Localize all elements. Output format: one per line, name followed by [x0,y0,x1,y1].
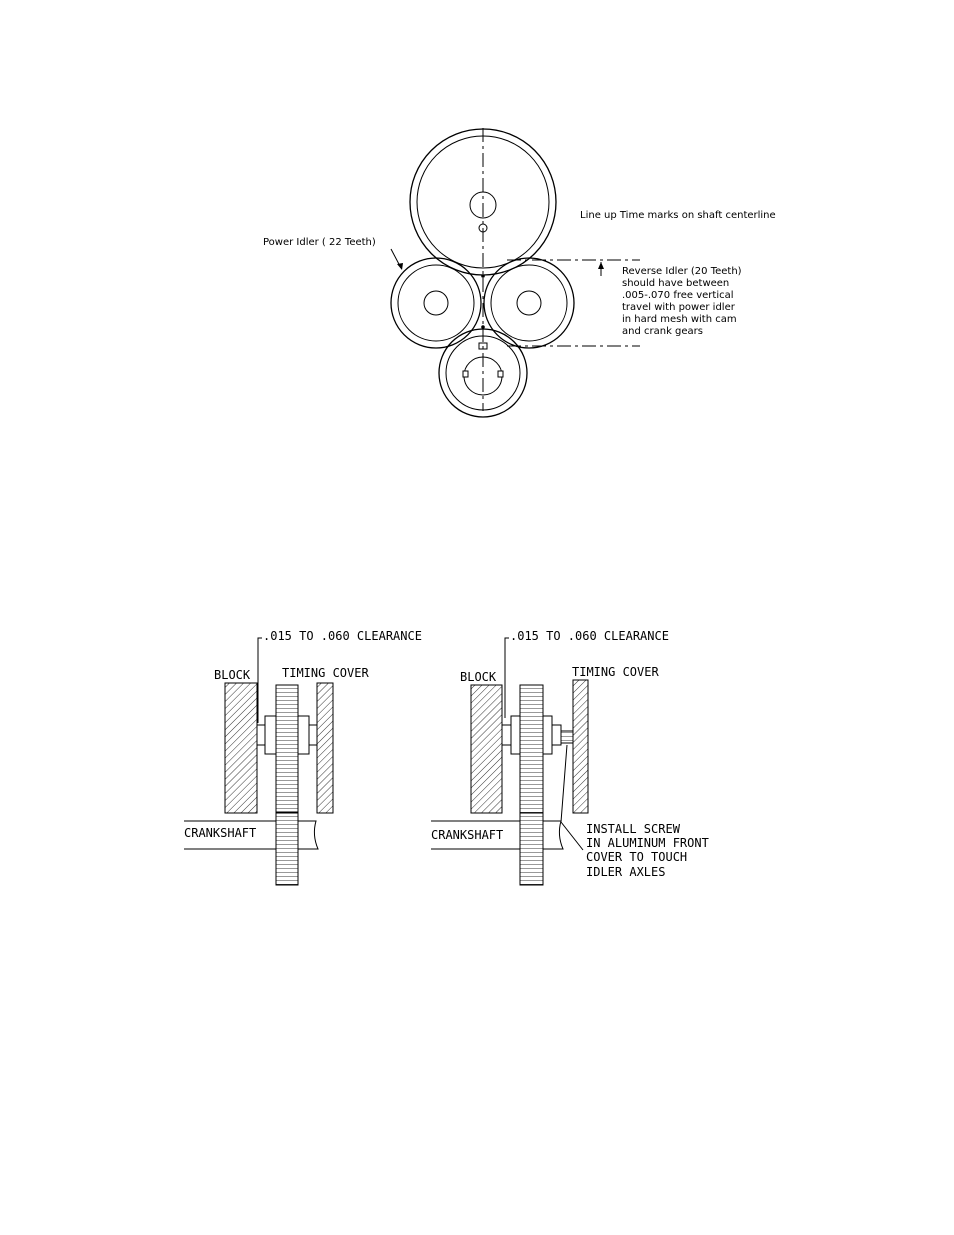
idler-hub-right-left [298,716,309,754]
clearance-label-right: .015 TO .060 CLEARANCE [510,629,669,643]
clearance-leader-left [258,638,262,723]
power-idler-leader-arrow [397,263,403,270]
clearance-leader-right [505,638,509,718]
install-line-3: COVER TO TOUCH [586,850,688,864]
crankshaft-label-left: CRANKSHAFT [184,826,257,840]
idler-gear-left [276,685,298,812]
timing-cover-label-left: TIMING COVER [282,666,369,680]
block-hatch-left [225,683,257,813]
reverse-idler-gear [484,258,574,348]
install-line-1: INSTALL SCREW [586,822,680,836]
reverse-idler-line-5: in hard mesh with cam [622,314,737,325]
idler-gear-right [520,685,543,813]
install-line-4: IDLER AXLES [586,865,666,879]
timing-cover-label-right: TIMING COVER [572,665,659,679]
reverse-idler-line-3: .005-.070 free vertical [622,290,734,301]
power-idler-label: Power Idler ( 22 Teeth) [263,237,376,248]
time-mark-lower [481,325,485,329]
idler-axle-b-right [552,725,561,745]
crankshaft-break-left [298,821,318,849]
reverse-idler-line-1: Reverse Idler (20 Teeth) [622,266,742,277]
reverse-idler-line-4: travel with power idler [622,302,735,313]
power-idler-gear [391,258,481,348]
crankshaft-break-right [543,821,563,849]
timemarks-label: Line up Time marks on shaft centerline [580,210,776,221]
reverse-idler-line-6: and crank gears [622,326,703,337]
gear-train-diagram [263,128,776,417]
idler-axle-a-right [502,725,511,745]
block-label-right: BLOCK [460,670,497,684]
time-mark-upper [481,274,485,278]
crankshaft-label-right: CRANKSHAFT [431,828,504,842]
travel-arrowhead [598,262,604,269]
reverse-idler-line-2: should have between [622,278,730,289]
idler-axle-end-left [309,725,317,745]
timing-cover-hatch-left [317,683,333,813]
cross-section-right [431,629,709,885]
cross-section-left [184,629,422,885]
block-hatch-right [471,685,502,813]
adjust-screw [561,731,573,743]
clearance-label-left: .015 TO .060 CLEARANCE [263,629,422,643]
idler-hub-b-right [543,716,552,754]
crank-gear-left [276,813,298,885]
idler-hub-a-right [511,716,520,754]
timing-cover-hatch-right [573,680,588,813]
block-label-left: BLOCK [214,668,251,682]
idler-axle-left [257,725,265,745]
crank-gear-right [520,813,543,885]
install-line-2: IN ALUMINUM FRONT [586,836,709,850]
idler-hub-left [265,716,276,754]
